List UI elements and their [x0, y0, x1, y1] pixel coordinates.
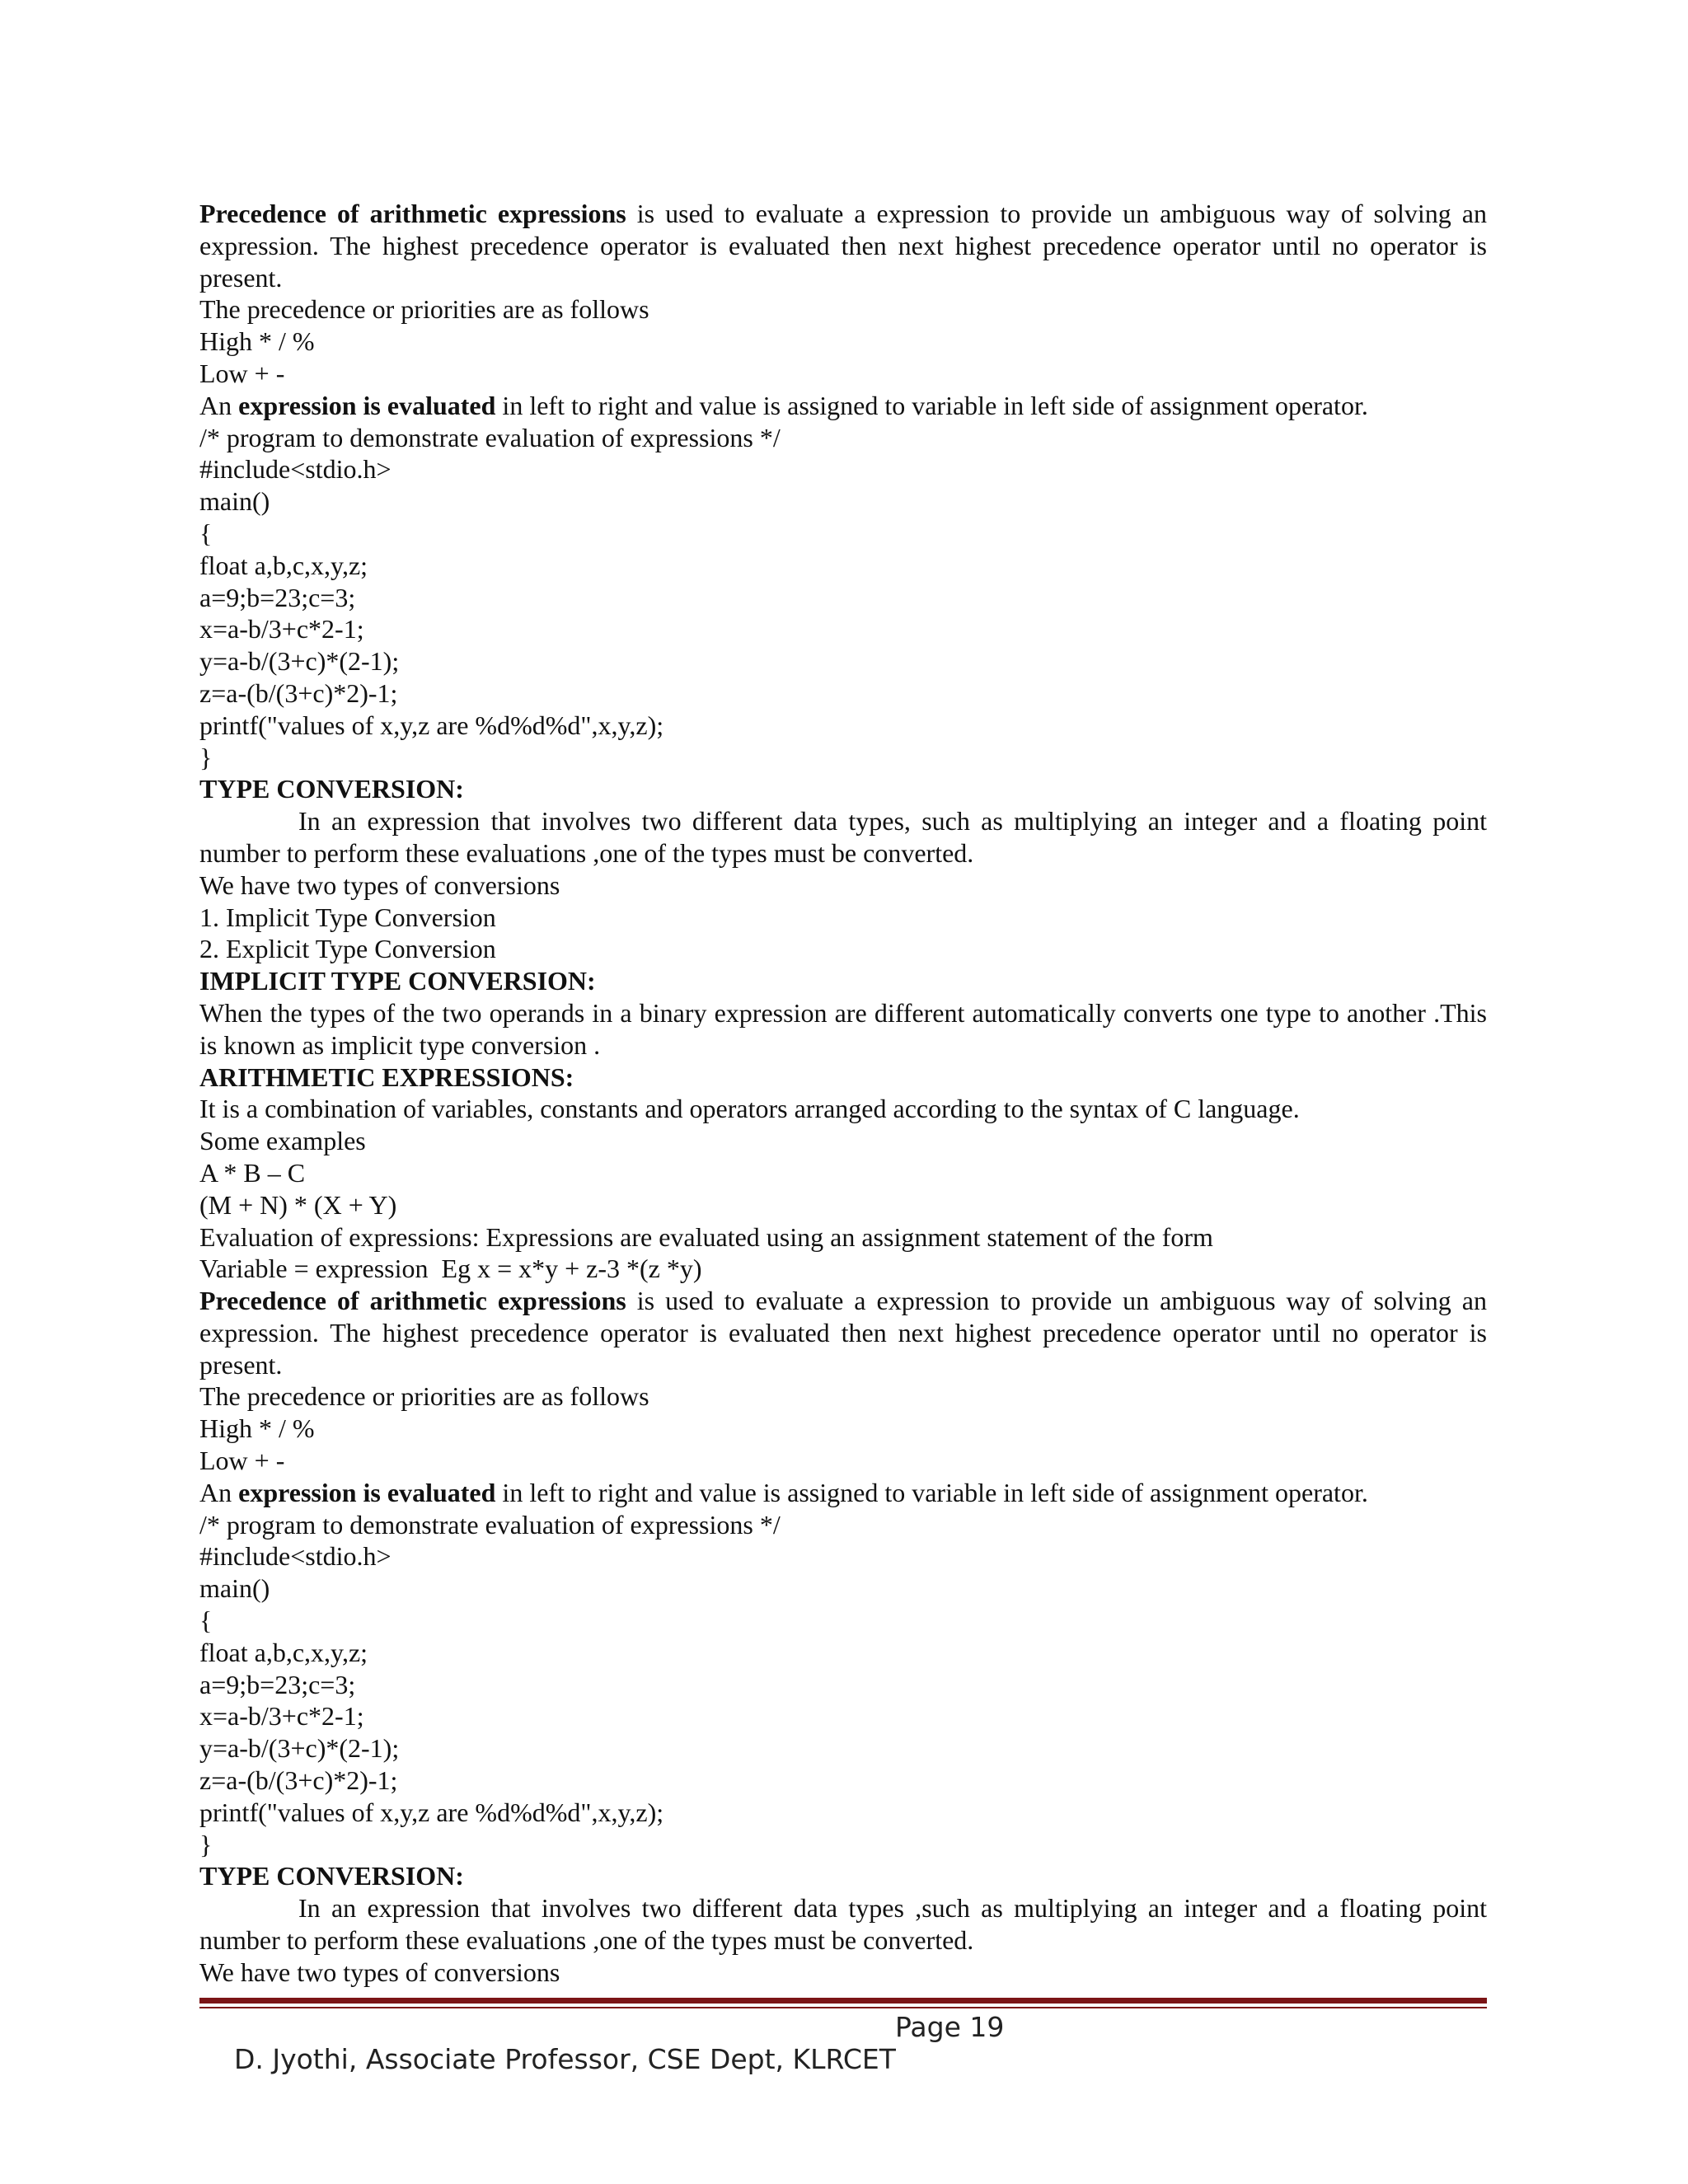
paragraph-text: In an expression that involves two different data types ,such as multiplying an integer and a floating point number to perform these evaluations ,one of the types must be converted.: [199, 1893, 1487, 1956]
text-line: main(): [199, 486, 270, 517]
text-line: The precedence or priorities are as follows: [199, 1381, 649, 1412]
text-line: #include<stdio.h>: [199, 454, 392, 485]
text-line: main(): [199, 1573, 270, 1604]
text-line: 2. Explicit Type Conversion: [199, 934, 496, 964]
paragraph: [199, 198, 1487, 293]
text-line: A * B – C: [199, 1157, 306, 1188]
text-line: }: [199, 1829, 213, 1859]
paragraph: [199, 390, 1487, 422]
bold-term: Precedence of arithmetic expressions: [199, 1286, 626, 1316]
bold-term: expression is evaluated: [238, 1477, 496, 1507]
page-number: Page 19: [895, 2011, 1005, 2043]
text-line: a=9;b=23;c=3;: [199, 1669, 356, 1699]
text-line: }: [199, 742, 213, 772]
text-line: We have two types of conversions: [199, 869, 560, 900]
text-line: y=a-b/(3+c)*(2-1);: [199, 646, 400, 677]
paragraph-text: In an expression that involves two different data types, such as multiplying an integer and a floating point number to perform these evaluations ,one of the types must be converted.: [199, 806, 1487, 868]
text-line: Evaluation of expressions: Expressions are evaluated using an assignment statement of the form: [199, 1221, 1213, 1252]
text-line: /* program to demonstrate evaluation of expressions */: [199, 422, 781, 452]
text-line: Low + -: [199, 358, 285, 388]
text-line: float a,b,c,x,y,z;: [199, 1637, 368, 1667]
bold-term: Precedence of arithmetic expressions: [199, 199, 626, 228]
text-line: High * / %: [199, 1413, 315, 1444]
text-line: float a,b,c,x,y,z;: [199, 550, 368, 580]
page-footer: [199, 2011, 1005, 2139]
section-heading: TYPE CONVERSION:: [199, 1861, 464, 1891]
text-line: z=a-(b/(3+c)*2)-1;: [199, 677, 398, 708]
footer-author: D. Jyothi, Associate Professor, CSE Dept, KLRCET: [233, 2043, 896, 2075]
text-line: y=a-b/(3+c)*(2-1);: [199, 1733, 400, 1764]
text-line: #include<stdio.h>: [199, 1541, 392, 1572]
text-line: z=a-(b/(3+c)*2)-1;: [199, 1765, 398, 1796]
section-heading: TYPE CONVERSION:: [199, 774, 464, 804]
text-line: High * / %: [199, 326, 315, 357]
paragraph: [199, 1285, 1487, 1380]
text-line: printf("values of x,y,z are %d%d%d",x,y,z);: [199, 710, 664, 740]
text-line: Variable = expression Eg x = x*y + z-3 *(z *y): [199, 1254, 702, 1284]
text-line: It is a combination of variables, constants and operators arranged according to the syntax of C language.: [199, 1094, 1300, 1124]
text-line: We have two types of conversions: [199, 1957, 560, 1987]
paragraph-text: is used to evaluate a expression to provide un ambiguous way of solving an expression. The highest precedence operator is evaluated then next highest precedence operator until no operator is present.: [199, 199, 1488, 293]
bold-term: expression is evaluated: [238, 390, 496, 420]
page-body: [199, 198, 1487, 1989]
text-line: {: [199, 518, 213, 548]
paragraph: [199, 997, 1487, 1062]
footer-rule-thin: [199, 2007, 1487, 2008]
paragraph: [199, 1892, 1487, 1957]
text-line: x=a-b/3+c*2-1;: [199, 1701, 364, 1732]
paragraph-lead: An: [199, 390, 239, 420]
paragraph-lead: An: [199, 1477, 239, 1507]
text-line: Low + -: [199, 1446, 285, 1476]
text-line: Some examples: [199, 1126, 366, 1156]
text-line: {: [199, 1605, 213, 1636]
text-line: /* program to demonstrate evaluation of expressions */: [199, 1509, 781, 1540]
paragraph: [199, 805, 1487, 869]
text-line: x=a-b/3+c*2-1;: [199, 614, 364, 644]
text-line: printf("values of x,y,z are %d%d%d",x,y,z);: [199, 1797, 664, 1827]
paragraph-text: is used to evaluate a expression to provide un ambiguous way of solving an expression. The highest precedence operator is evaluated then next highest precedence operator until no operator is present.: [199, 1286, 1488, 1380]
footer-rule: [199, 1998, 1487, 2004]
section-heading: IMPLICIT TYPE CONVERSION:: [199, 966, 596, 996]
text-line: (M + N) * (X + Y): [199, 1189, 397, 1220]
paragraph-text: in left to right and value is assigned to variable in left side of assignment operator.: [495, 1477, 1368, 1507]
paragraph: [199, 1477, 1487, 1509]
section-heading: ARITHMETIC EXPRESSIONS:: [199, 1062, 574, 1092]
paragraph-text: in left to right and value is assigned to variable in left side of assignment operator.: [495, 390, 1368, 420]
text-line: The precedence or priorities are as follows: [199, 294, 649, 325]
text-line: 1. Implicit Type Conversion: [199, 902, 496, 932]
text-line: a=9;b=23;c=3;: [199, 582, 356, 612]
paragraph-text: When the types of the two operands in a binary expression are different automatically converts one type to another .This is known as implicit type conversion .: [199, 997, 1487, 1060]
